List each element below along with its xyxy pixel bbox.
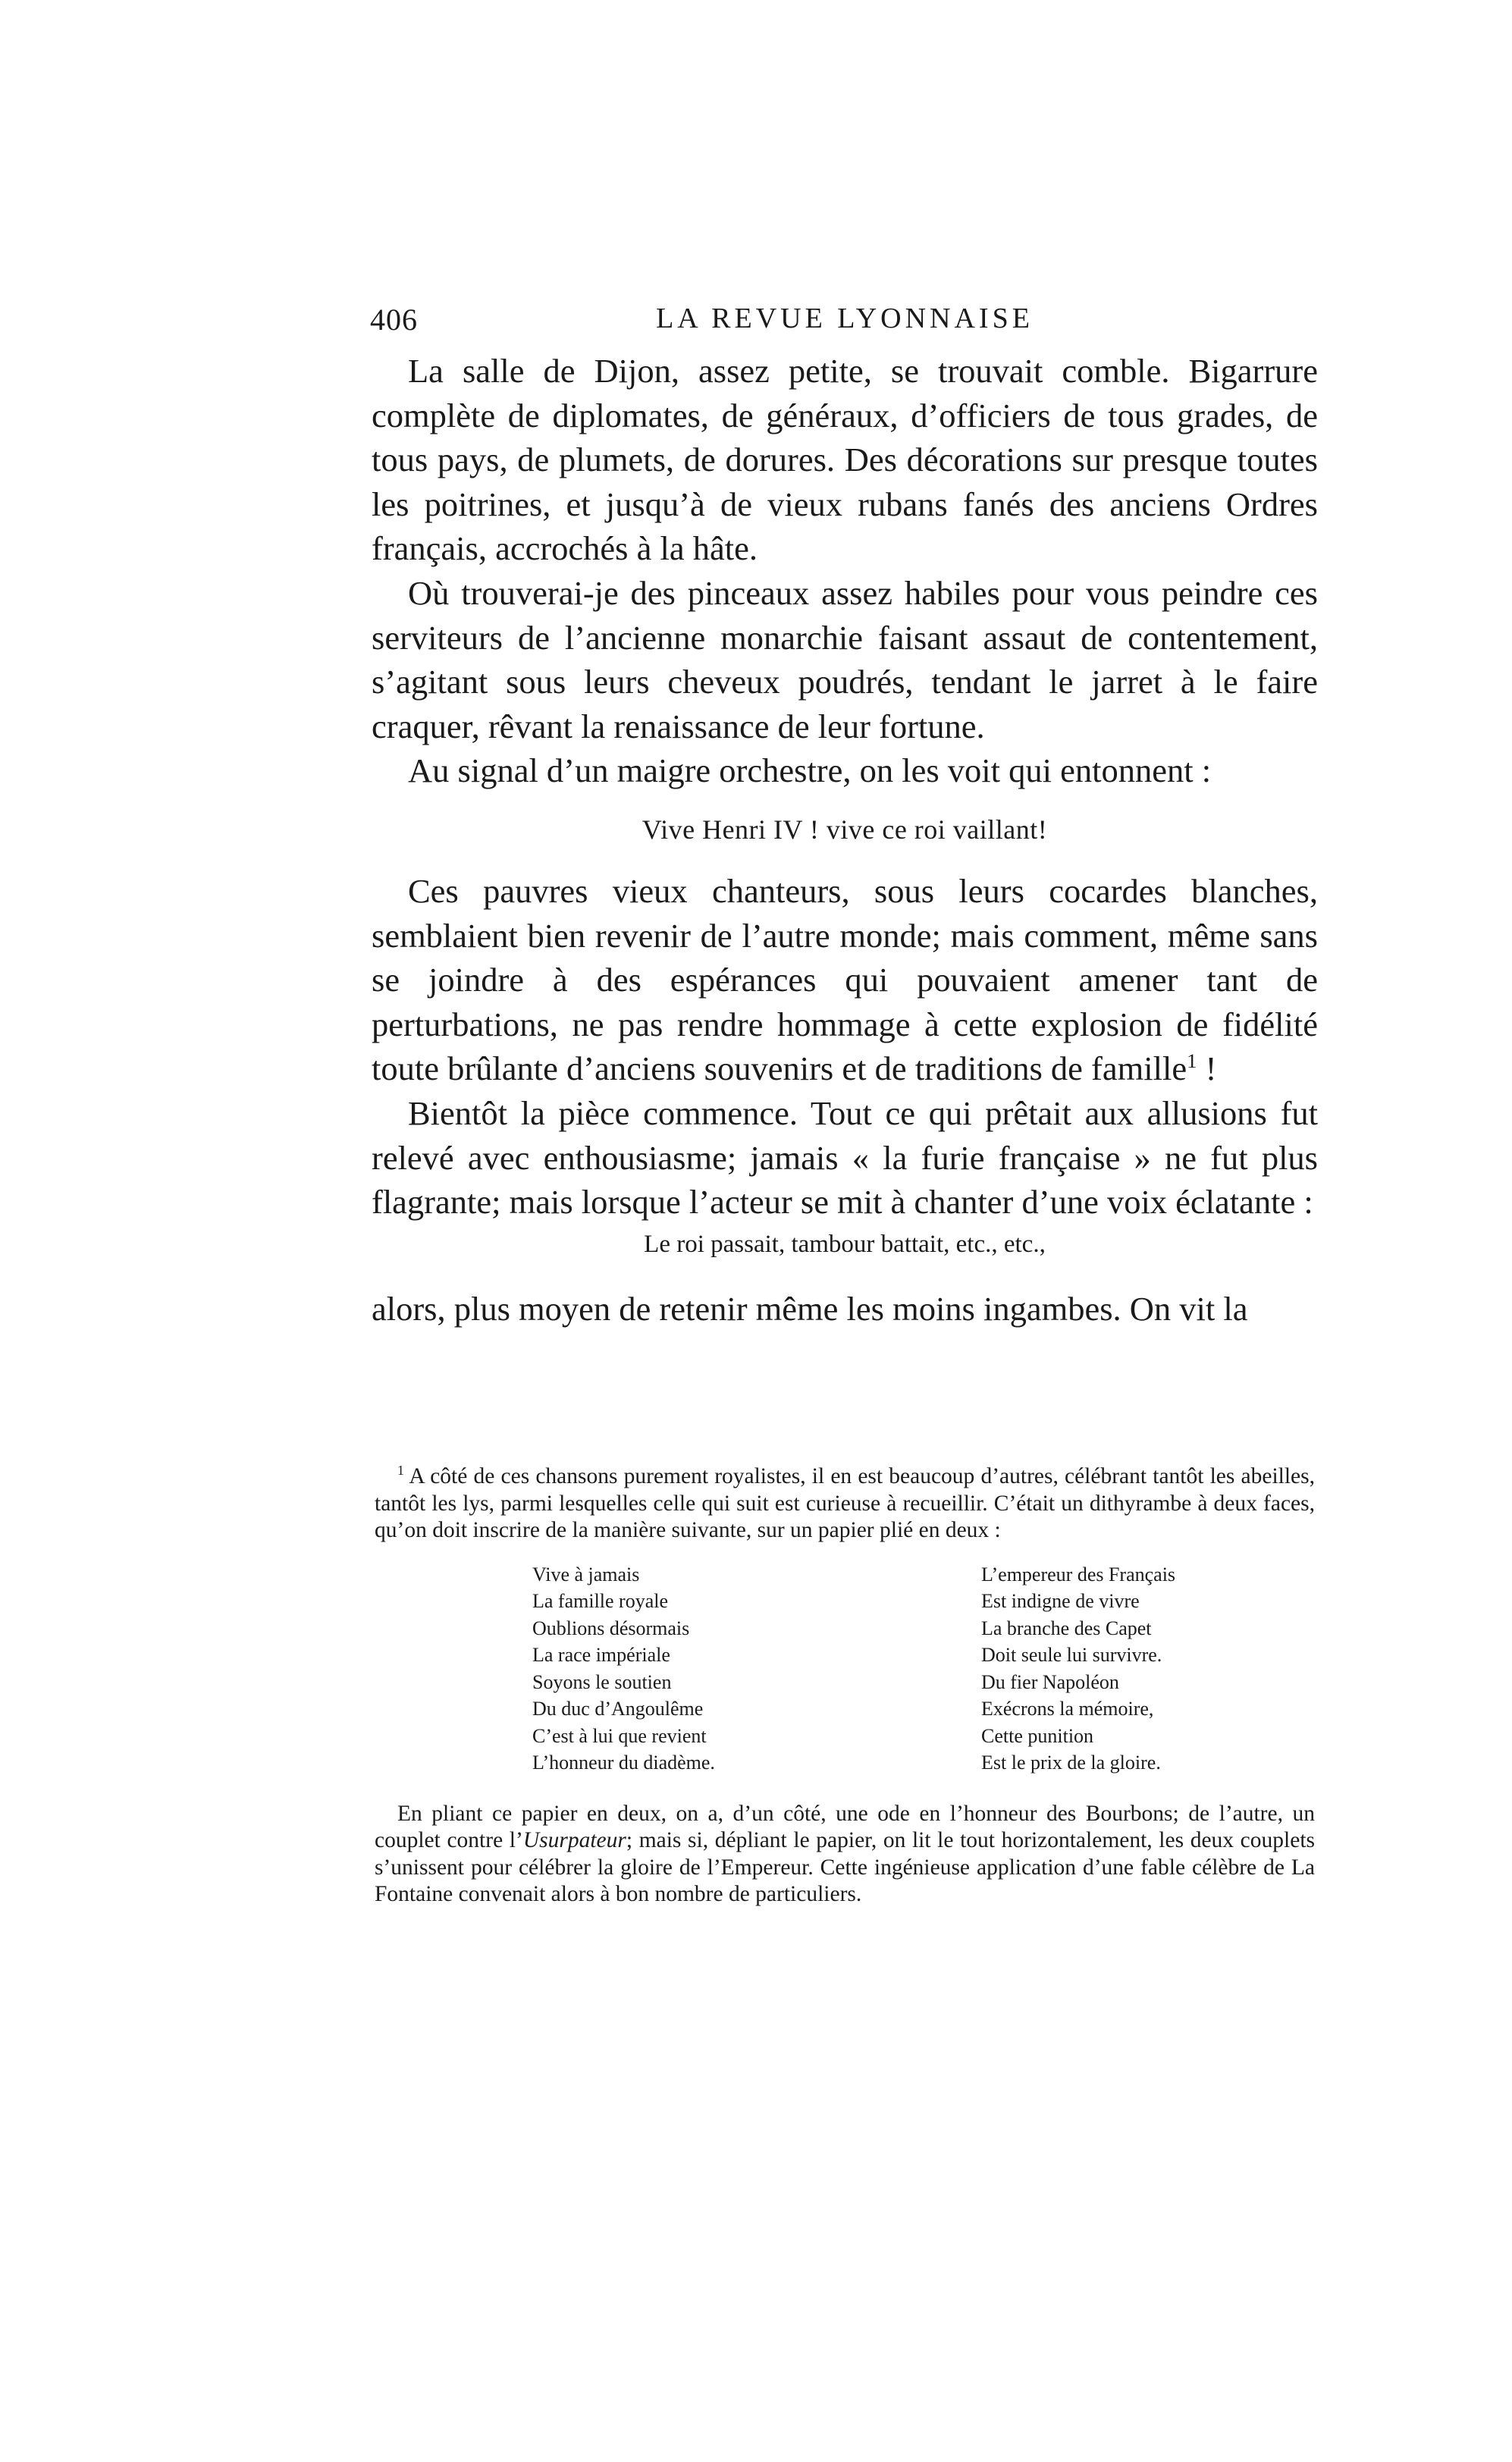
poem-line: La branche des Capet — [981, 1617, 1152, 1639]
running-title: LA REVUE LYONNAISE — [656, 303, 1034, 334]
poem — [375, 1545, 1315, 1798]
page-header — [370, 302, 1319, 340]
footnote-reference: 1 — [1187, 1049, 1197, 1073]
page-number: 406 — [370, 303, 418, 337]
poem-line: Vive à jamais — [532, 1563, 640, 1585]
poem-line: Est indigne de vivre — [981, 1590, 1140, 1612]
poem-line: Oublions désormais — [532, 1617, 690, 1639]
poem-line: C’est à lui que revient — [532, 1724, 707, 1747]
poem-line: Est le prix de la gloire. — [981, 1752, 1161, 1774]
poem-line: Doit seule lui survivre. — [981, 1644, 1162, 1666]
paragraph: Bientôt la pièce commence. Tout ce qui prêtait aux allusions fut relevé avec enthousiasme; jamais « la furie française » ne fut plus flagrante; mais lorsque l’acteur se mit à chanter d’une voix éclatante : — [372, 1093, 1318, 1222]
paragraph-text: Ces pauvres vieux chanteurs, sous leurs cocardes blanches, semblaient bien revenir de l’autre monde; mais comment, même sans se joindre à des espérances qui pouvaient amener tant de perturbations, ne pas rendre hommage à cette explosion de fidélité toute brûlante d’anciens souvenirs et de traditions de famille — [372, 871, 1318, 1088]
footnote-conclusion — [375, 1801, 1315, 1908]
paragraph: La salle de Dijon, assez petite, se trouvait comble. Bigarrure complète de diplomates, de généraux, d’officiers de tous grades, de tous pays, de plumets, de dorures. Des décorations sur presque toutes les poitrines, et jusqu’à de vieux rubans fanés des anciens Ordres français, accrochés à la hâte. — [372, 352, 1318, 568]
poem-line: Soyons le soutien — [532, 1670, 672, 1693]
verse-quote: Vive Henri IV ! vive ce roi vaillant! — [642, 814, 1048, 845]
poem-line: Du duc d’Angoulême — [532, 1698, 704, 1720]
footnote-mark: 1 — [397, 1463, 404, 1479]
paragraph: Où trouverai-je des pinceaux assez habiles pour vous peindre ces serviteurs de l’ancienne monarchie faisant assaut de contentement, s’agitant sous leurs cheveux poudrés, tendant le jarret à le faire craquer, rêvant la renaissance de leur fortune. — [372, 573, 1318, 745]
poem-line: Exécrons la mémoire, — [981, 1698, 1154, 1720]
footnote-conclusion-text-end: ; mais si, dépliant le papier, on lit le tout horizontalement, les deux couplets s’unissent pour célébrer la gloire de l’Empereur. Cette ingénieuse application d’une fable célèbre de La Fontaine convenait alors à bon nombre de particuliers. — [375, 1828, 1315, 1906]
verse-quote: Le roi passait, tambour battait, etc., etc., — [644, 1230, 1046, 1258]
poem-line: L’empereur des Français — [981, 1563, 1176, 1585]
footnote-text — [375, 1463, 1315, 1545]
poem-line: La famille royale — [532, 1590, 669, 1612]
poem-line: La race impériale — [532, 1644, 670, 1666]
paragraph-text-end: ! — [1197, 1049, 1217, 1088]
footnote-body: A côté de ces chansons purement royalistes, il en est beaucoup d’autres, célébrant tantôt les abeilles, tantôt les lys, parmi lesquelles celle qui suit est curieuse à recueillir. C’était un dithyrambe à deux faces, qu’on doit inscrire de la manière suivante, sur un papier plié en deux : — [375, 1464, 1315, 1542]
main-text — [372, 349, 1318, 1331]
paragraph: alors, plus moyen de retenir même les moins ingambes. On vit la — [372, 1289, 1248, 1328]
poem-line: Du fier Napoléon — [981, 1670, 1119, 1693]
paragraph — [372, 869, 1318, 1091]
footnote-conclusion-text: En pliant ce papier en deux, on a, d’un côté, une ode en l’honneur des Bourbons; de l’autre, un couplet contre l’ — [375, 1801, 1315, 1852]
paragraph: Au signal d’un maigre orchestre, on les voit qui entonnent : — [408, 751, 1212, 790]
poem-line: L’honneur du diadème. — [532, 1752, 715, 1774]
poem-left-column — [532, 1561, 783, 1777]
poem-right-column — [981, 1561, 1269, 1777]
footnote — [375, 1463, 1315, 1908]
italic-term: Usurpateur — [522, 1828, 626, 1852]
poem-line: Cette punition — [981, 1724, 1094, 1747]
